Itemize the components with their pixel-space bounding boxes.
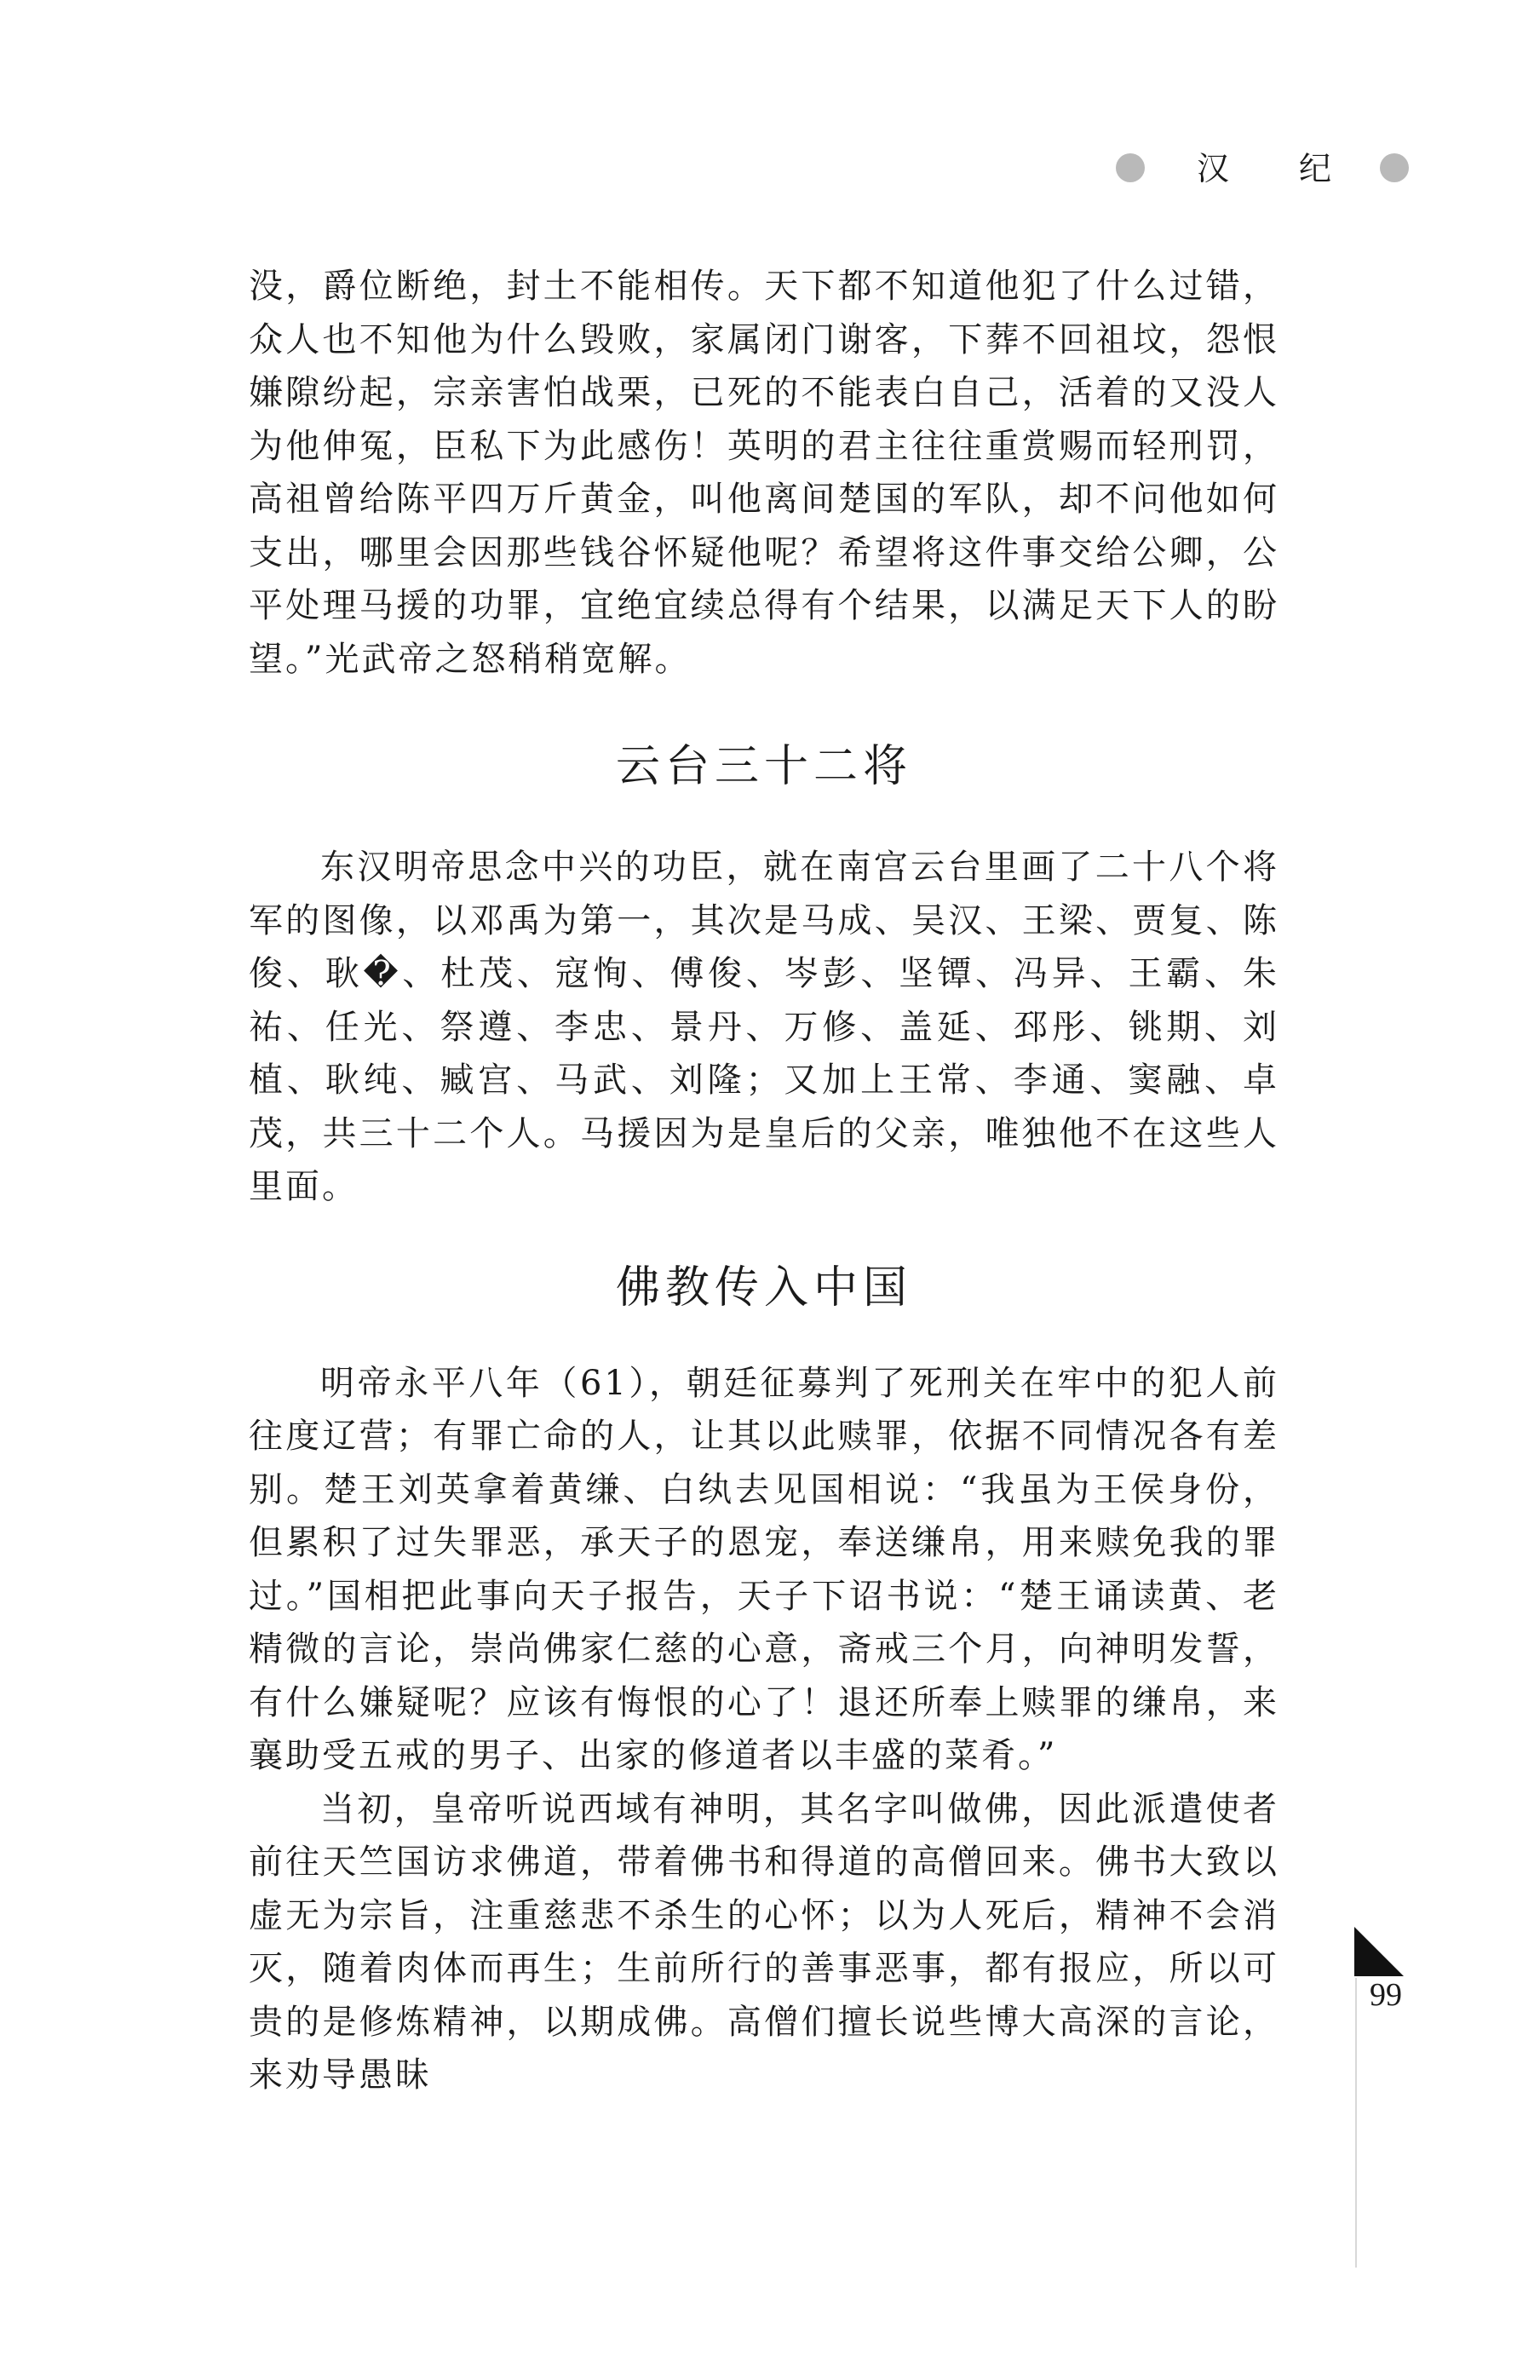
- page-body: [249, 260, 1279, 2102]
- decorative-dot-left: [1116, 153, 1145, 182]
- side-rule: [1355, 1978, 1357, 2268]
- paragraph-yuntai: 东汉明帝思念中兴的功臣，就在南宫云台里画了二十八个将军的图像，以邓禹为第一，其次是马成、吴汉、王梁、贾复、陈俊、耿�、杜茂、寇恂、傅俊、岑彭、坚镡、冯异、王霸、朱祐、任光、祭遵、李忠、景丹、万修、盖延、邳彤、铫期、刘植、耿纯、臧宫、马武、刘隆；又加上王常、李通、窦融、卓茂，共三十二个人。马援因为是皇后的父亲，唯独他不在这些人里面。: [249, 848, 1279, 1206]
- page-number: 99: [1370, 1977, 1402, 2013]
- paragraph-buddhism-2: 当初，皇帝听说西域有神明，其名字叫做佛，因此派遣使者前往天竺国访求佛道，带着佛书和得道的高僧回来。佛书大致以虚无为宗旨，注重慈悲不杀生的心怀；以为人死后，精神不会消灭，随着肉体而再生；生前所行的善事恶事，都有报应，所以可贵的是修炼精神，以期成佛。高僧们擅长说些博大高深的言论，来劝导愚昧: [249, 1789, 1279, 2095]
- paragraph-buddhism-1: 明帝永平八年（61），朝廷征募判了死刑关在牢中的犯人前往度辽营；有罪亡命的人，让其以此赎罪，依据不同情况各有差别。楚王刘英拿着黄缣、白纨去见国相说：“我虽为王侯身份，但累积了过失罪恶，承天子的恩宠，奉送缣帛，用来赎免我的罪过。”国相把此事向天子报告，天子下诏书说：“楚王诵读黄、老精微的言论，崇尚佛家仁慈的心意，斋戒三个月，向神明发誓，有什么嫌疑呢？应该有悔恨的心了！退还所奉上赎罪的缣帛，来襄助受五戒的男子、出家的修道者以丰盛的菜肴。”: [249, 1363, 1279, 1775]
- running-head-char-1: 汉: [1197, 150, 1230, 187]
- section-title-yuntai: 云台三十二将: [615, 741, 912, 792]
- running-head-char-2: 纪: [1299, 150, 1332, 187]
- paragraph-continued: 没，爵位断绝，封土不能相传。天下都不知道他犯了什么过错，众人也不知他为什么毁败，家属闭门谢客，下葬不回祖坟，怨恨嫌隙纷起，宗亲害怕战栗，已死的不能表白自己，活着的又没人为他伸冤，臣私下为此感伤！英明的君主往往重赏赐而轻刑罚，高祖曾给陈平四万斤黄金，叫他离间楚国的军队，却不问他如何支出，哪里会因那些钱谷怀疑他呢？希望将这件事交给公卿，公平处理马援的功罪，宜绝宜续总得有个结果，以满足天下人的盼望。”光武帝之怒稍稍宽解。: [249, 267, 1279, 679]
- section-title-buddhism: 佛教传入中国: [615, 1262, 912, 1314]
- page-corner-triangle: [1354, 1927, 1404, 1976]
- decorative-dot-right: [1380, 153, 1409, 182]
- running-head: [1107, 145, 1431, 196]
